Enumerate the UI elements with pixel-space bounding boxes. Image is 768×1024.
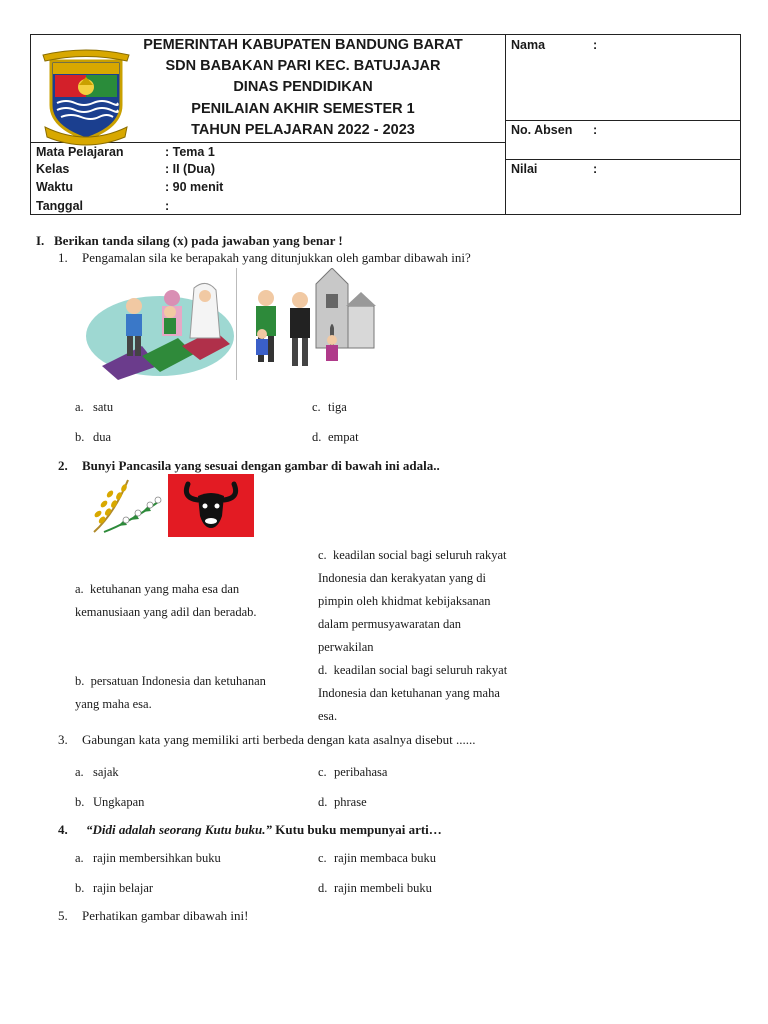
q3-option-b-letter: b. <box>75 795 85 809</box>
q2-option-b[interactable] <box>75 670 266 716</box>
q3-option-d-text[interactable]: phrase <box>334 795 367 809</box>
q2-option-a-letter: a. <box>75 582 84 596</box>
q2-option-d-line-3: esa. <box>318 709 338 723</box>
q1-option-a-letter: a. <box>75 400 84 414</box>
field-value-absen: : <box>593 123 598 137</box>
q2-option-b-line-2: yang maha esa. <box>75 697 152 711</box>
header-divider-vertical <box>505 35 506 214</box>
q3-option-b-text[interactable]: Ungkapan <box>93 795 145 809</box>
header-title-line-4: PENILAIAN AKHIR SEMESTER 1 <box>191 101 415 117</box>
field-value-time: : 90 menit <box>165 180 224 194</box>
header-divider-right-1 <box>505 120 740 121</box>
exam-header <box>30 34 741 215</box>
field-value-class: : II (Dua) <box>165 162 215 176</box>
q3-option-c-text[interactable]: peribahasa <box>334 765 388 779</box>
q2-option-c-text-1: keadilan social bagi seluruh rakyat <box>332 548 507 562</box>
header-title-line-5: TAHUN PELAJARAN 2022 - 2023 <box>191 122 415 138</box>
question-4-prompt: Kutu buku mempunyai arti… <box>272 822 442 837</box>
q4-option-b-letter: b. <box>75 881 85 895</box>
field-value-subject: : Tema 1 <box>165 145 215 159</box>
question-2-text: Bunyi Pancasila yang sesuai dengan gambar di bawah ini adala.. <box>82 458 440 473</box>
q2-option-c[interactable] <box>318 544 507 659</box>
question-4-quote: “Didi adalah seorang Kutu buku.” <box>86 822 273 837</box>
q2-option-b-line-1 <box>75 670 266 693</box>
q2-option-d[interactable] <box>318 659 507 728</box>
section-instruction: Berikan tanda silang (x) pada jawaban yang benar ! <box>54 233 343 248</box>
section-number: I. <box>36 233 45 248</box>
field-label-date: Tanggal <box>36 199 83 213</box>
q3-option-a-letter: a. <box>75 765 84 779</box>
q1-option-a-text[interactable]: satu <box>93 400 114 414</box>
header-title-line-3: DINAS PENDIDIKAN <box>233 79 373 95</box>
q1-option-b-text[interactable]: dua <box>93 430 112 444</box>
field-label-name: Nama <box>511 38 546 52</box>
question-4-text <box>86 822 442 838</box>
q2-option-c-line-4: dalam permusyawaratan dan <box>318 617 461 631</box>
q2-option-d-line-1 <box>318 659 507 682</box>
header-title-line-2: SDN BABAKAN PARI KEC. BATUJAJAR <box>165 58 441 74</box>
church-family-illustration <box>236 268 384 380</box>
q2-option-a[interactable] <box>75 578 257 624</box>
question-1-number: 1. <box>58 250 68 265</box>
q1-option-d-text[interactable]: empat <box>328 430 359 444</box>
field-value-name: : <box>593 38 598 52</box>
q2-option-a-line-1 <box>75 578 257 601</box>
question-5-text: Perhatikan gambar dibawah ini! <box>82 908 249 923</box>
q2-option-c-line-3: pimpin oleh khidmat kebijaksanan <box>318 594 491 608</box>
banteng-head-icon <box>168 474 254 537</box>
q3-option-c-letter: c. <box>318 765 327 779</box>
q3-option-d-letter: d. <box>318 795 328 809</box>
q2-option-a-line-2: kemanusiaan yang adil dan beradab. <box>75 605 257 619</box>
header-title-line-1: PEMERINTAH KABUPATEN BANDUNG BARAT <box>143 37 463 53</box>
q1-option-c-letter: c. <box>312 400 321 414</box>
field-label-score: Nilai <box>511 162 538 176</box>
q2-option-a-text-1: ketuhanan yang maha esa dan <box>89 582 240 596</box>
q2-option-d-text-1: keadilan social bagi seluruh rakyat <box>333 663 508 677</box>
field-value-score: : <box>593 162 598 176</box>
q4-option-d-text[interactable]: rajin membeli buku <box>334 881 432 895</box>
q2-option-c-letter: c. <box>318 548 327 562</box>
q4-option-d-letter: d. <box>318 881 328 895</box>
rice-cotton-icon <box>84 474 164 536</box>
q2-option-d-letter: d. <box>318 663 328 677</box>
field-label-time: Waktu <box>36 180 74 194</box>
q1-option-c-text[interactable]: tiga <box>328 400 347 414</box>
q4-option-a-text[interactable]: rajin membersihkan buku <box>93 851 221 865</box>
header-divider-right-2 <box>505 159 740 160</box>
field-value-date: : <box>165 199 170 213</box>
q4-option-a-letter: a. <box>75 851 84 865</box>
question-5-number: 5. <box>58 908 68 923</box>
q2-option-c-line-1 <box>318 544 507 567</box>
praying-family-illustration <box>82 268 234 380</box>
question-3-text: Gabungan kata yang memiliki arti berbeda dengan kata asalnya disebut ...... <box>82 732 476 747</box>
field-label-absen: No. Absen <box>511 123 573 137</box>
q2-option-b-text-1: persatuan Indonesia dan ketuhanan <box>90 674 266 688</box>
question-3-number: 3. <box>58 732 68 747</box>
q1-option-b-letter: b. <box>75 430 85 444</box>
q2-option-d-line-2: Indonesia dan ketuhanan yang maha <box>318 686 500 700</box>
q4-option-b-text[interactable]: rajin belajar <box>93 881 154 895</box>
q4-option-c-text[interactable]: rajin membaca buku <box>334 851 437 865</box>
q4-option-c-letter: c. <box>318 851 327 865</box>
question-2-number: 2. <box>58 458 68 473</box>
regency-logo-icon <box>41 47 131 147</box>
question-1-text: Pengamalan sila ke berapakah yang ditunjukkan oleh gambar dibawah ini? <box>82 250 471 265</box>
q2-option-c-line-2: Indonesia dan kerakyatan yang di <box>318 571 486 585</box>
question-4-number: 4. <box>58 822 68 837</box>
q2-option-b-letter: b. <box>75 674 85 688</box>
q3-option-a-text[interactable]: sajak <box>93 765 119 779</box>
q1-option-d-letter: d. <box>312 430 322 444</box>
field-label-subject: Mata Pelajaran <box>36 145 124 159</box>
q2-option-c-line-5: perwakilan <box>318 640 374 654</box>
field-label-class: Kelas <box>36 162 70 176</box>
